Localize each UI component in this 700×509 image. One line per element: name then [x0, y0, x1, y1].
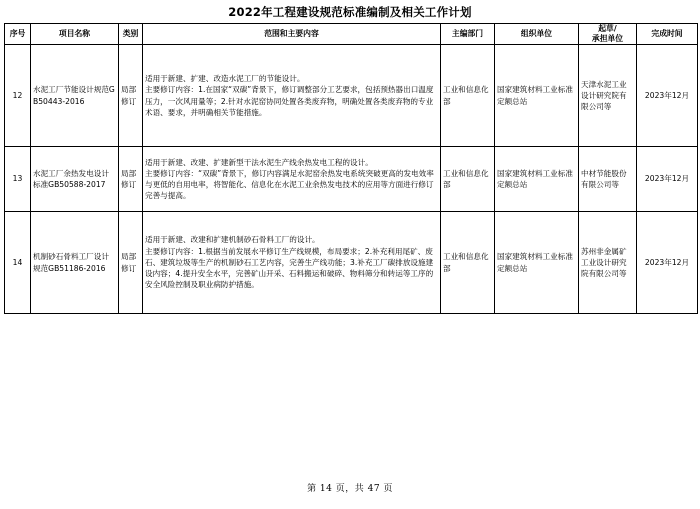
- header-org: 组织单位: [495, 24, 579, 45]
- cell-content-detail: 主要修订内容：1.根据当前发展水平修订生产线规模，布局要求；2.补充利用尾矿、废石、建筑垃圾等生产的机制砂石工艺内容，完善生产线功能；3.补充工厂碳排放设施建设内容；4.提升安全水平，完善矿山开采、石料搬运和破碎、物料筛分和转运等工序的安全风险控制及职业病防护措施。: [145, 246, 434, 290]
- cell-no: 12: [5, 45, 31, 147]
- cell-category: 局部修订: [119, 147, 143, 212]
- cell-time: 2023年12月: [637, 147, 698, 212]
- cell-host: 天津水泥工业设计研究院有限公司等: [579, 45, 637, 147]
- table-header-row: [5, 24, 698, 45]
- cell-org: 国家建筑材料工业标准定额总站: [495, 45, 579, 147]
- cell-content-scope: 适用于新建、扩建、改造水泥工厂的节能设计。: [145, 74, 305, 84]
- cell-time: 2023年12月: [637, 212, 698, 314]
- cell-name: 机制砂石骨料工厂设计规范GB51186-2016: [31, 212, 119, 314]
- cell-category: 局部修订: [119, 45, 143, 147]
- header-dept: 主编部门: [441, 24, 495, 45]
- header-time: 完成时间: [637, 24, 698, 45]
- table-row: [5, 147, 698, 212]
- cell-content-detail: 主要修订内容：1.在国家“双碳”背景下，修订调整部分工艺要求，包括预热器出口温度压力，一次风用量等；2.针对水泥窑协同处置各类废弃物，明确处置各类废弃物的专业术语、要求，并明确相关节能措施。: [145, 85, 434, 117]
- cell-content: [143, 147, 441, 212]
- header-content: 范围和主要内容: [143, 24, 441, 45]
- cell-content: [143, 45, 441, 147]
- cell-dept: 工业和信息化部: [441, 212, 495, 314]
- header-host-line1: 起草/: [598, 24, 617, 33]
- header-no: 序号: [5, 24, 31, 45]
- document-title: 2022年工程建设规范标准编制及相关工作计划: [228, 5, 472, 19]
- header-host: [579, 24, 637, 45]
- cell-content: [143, 212, 441, 314]
- cell-dept: 工业和信息化部: [441, 45, 495, 147]
- cell-no: 14: [5, 212, 31, 314]
- cell-no: 13: [5, 147, 31, 212]
- cell-content-scope: 适用于新建、改建、扩建新型干法水泥生产线余热发电工程的设计。: [145, 157, 373, 167]
- cell-dept: 工业和信息化部: [441, 147, 495, 212]
- page-footer: 第 14 页，共 47 页: [307, 484, 393, 494]
- work-plan-table: [4, 23, 698, 314]
- header-host-line2: 承担单位: [591, 34, 624, 43]
- header-category: 类别: [119, 24, 143, 45]
- cell-name: 水泥工厂余热发电设计标准GB50588-2017: [31, 147, 119, 212]
- table-row: [5, 212, 698, 314]
- cell-host: 中材节能股份有限公司等: [579, 147, 637, 212]
- cell-content-detail: 主要修订内容：“双碳”背景下，修订内容满足水泥窑余热发电系统突破更高的发电效率与更低的自用电率，将智能化、信息化在水泥工业余热发电技术的应用等方面进行修订完善与提高。: [145, 168, 434, 201]
- table-row: [5, 45, 698, 147]
- cell-org: 国家建筑材料工业标准定额总站: [495, 147, 579, 212]
- cell-host: 苏州非金属矿工业设计研究院有限公司等: [579, 212, 637, 314]
- header-name: 项目名称: [31, 24, 119, 45]
- cell-name: 水泥工厂节能设计规范GB50443-2016: [31, 45, 119, 147]
- cell-category: 局部修订: [119, 212, 143, 314]
- cell-org: 国家建筑材料工业标准定额总站: [495, 212, 579, 314]
- cell-content-scope: 适用于新建、改建和扩建机制砂石骨料工厂的设计。: [145, 235, 320, 245]
- cell-time: 2023年12月: [637, 45, 698, 147]
